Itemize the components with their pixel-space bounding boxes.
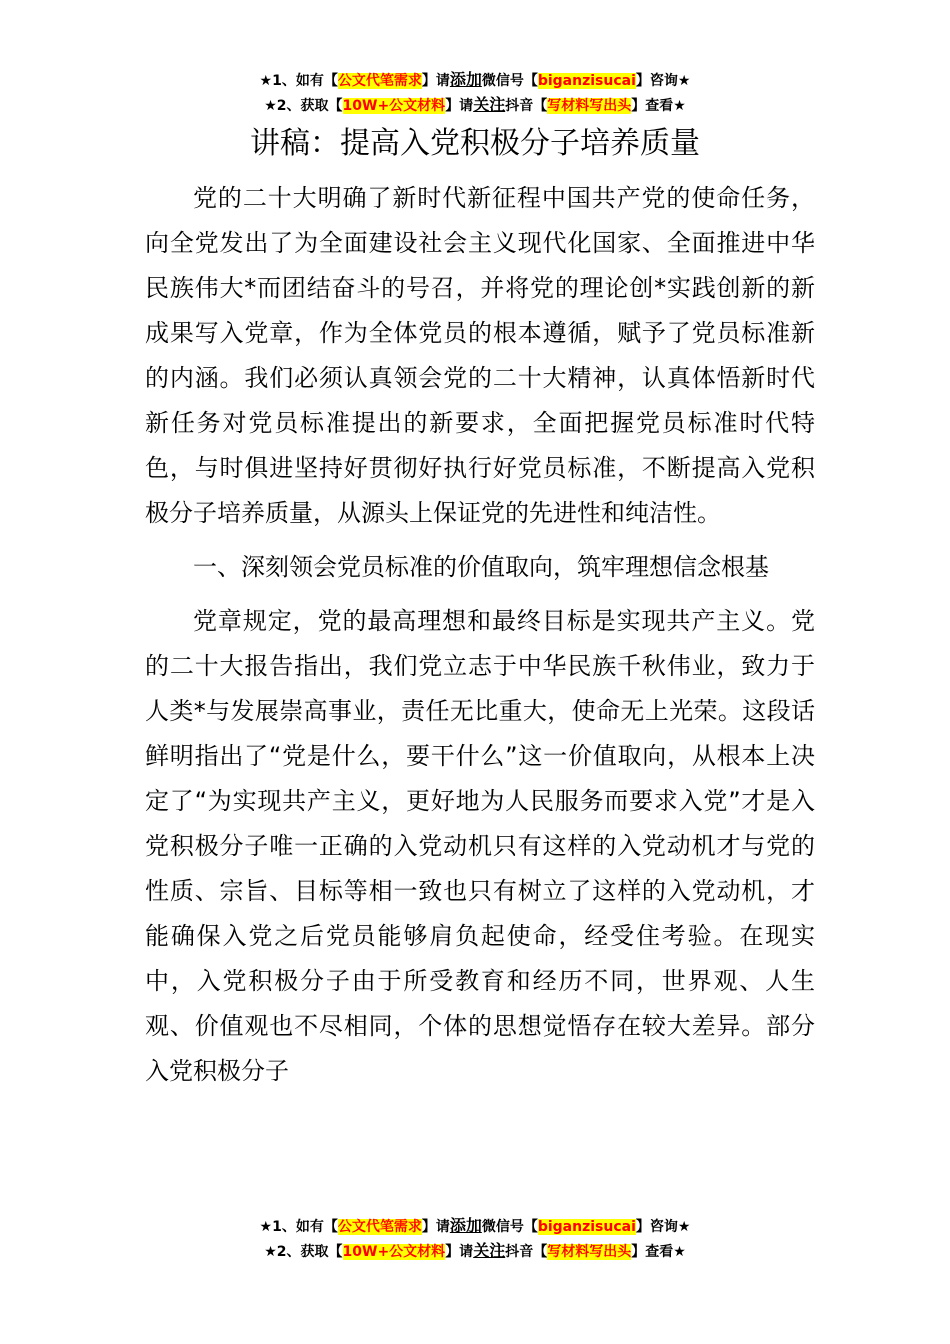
banner-highlight: 写材料写出头 bbox=[547, 98, 632, 114]
banner-text: ★2、获取【 bbox=[264, 1244, 343, 1260]
banner-text: ★1、如有【 bbox=[259, 1219, 338, 1235]
banner-text: 】查看★ bbox=[631, 1244, 686, 1260]
section-heading-1: 一、深刻领会党员标准的价值取向，筑牢理想信念根基 bbox=[193, 553, 769, 581]
banner-text: 微信号【 bbox=[481, 73, 538, 89]
banner-highlight: 10W+公文材料 bbox=[342, 98, 446, 114]
banner-highlight: 10W+公文材料 bbox=[342, 1244, 446, 1260]
banner-highlight: 公文代笔需求 bbox=[337, 1219, 422, 1235]
banner-text: 】请 bbox=[421, 1219, 450, 1235]
banner-emphasis: 添加 bbox=[449, 70, 482, 89]
banner-emphasis: 关注 bbox=[473, 1241, 506, 1260]
banner-text: ★1、如有【 bbox=[259, 73, 338, 89]
banner-highlight: biganzisucai bbox=[537, 1219, 636, 1235]
footer-banner bbox=[0, 1214, 950, 1264]
banner-text: 抖音【 bbox=[505, 1244, 548, 1260]
banner-text: 】请 bbox=[421, 73, 450, 89]
banner-text: 】咨询★ bbox=[635, 73, 691, 89]
banner-text: ★2、获取【 bbox=[264, 98, 343, 114]
banner-line-2 bbox=[0, 1239, 950, 1264]
banner-text: 】请 bbox=[445, 98, 474, 114]
banner-text: 】请 bbox=[445, 1244, 474, 1260]
banner-text: 】咨询★ bbox=[635, 1219, 691, 1235]
banner-line-2 bbox=[0, 93, 950, 118]
paragraph-section-1: 党章规定，党的最高理想和最终目标是实现共产主义。党的二十大报告指出，我们党立志于中华民族千秋伟业，致力于人类*与发展崇高事业，责任无比重大，使命无上光荣。这段话鲜明指出了“党是什么，要干什么”这一价值取向，从根本上决定了“为实现共产主义，更好地为人民服务而要求入党”才是入党积极分子唯一正确的入党动机只有这样的入党动机才与党的性质、宗旨、目标等相一致也只有树立了这样的入党动机，才能确保入党之后党员能够肩负起使命，经受住考验。在现实中，入党积极分子由于所受教育和经历不同，世界观、人生观、价值观也不尽相同，个体的思想觉悟存在较大差异。部分入党积极分子 bbox=[145, 607, 815, 1085]
document-body bbox=[145, 176, 815, 1094]
banner-text: 微信号【 bbox=[481, 1219, 538, 1235]
banner-emphasis: 关注 bbox=[473, 95, 506, 114]
header-banner bbox=[0, 68, 950, 118]
banner-highlight: 写材料写出头 bbox=[547, 1244, 632, 1260]
banner-line-1 bbox=[0, 68, 950, 93]
banner-text: 】查看★ bbox=[631, 98, 686, 114]
banner-highlight: biganzisucai bbox=[537, 73, 636, 89]
banner-emphasis: 添加 bbox=[449, 1216, 482, 1235]
banner-text: 抖音【 bbox=[505, 98, 548, 114]
paragraph-intro: 党的二十大明确了新时代新征程中国共产党的使命任务，向全党发出了为全面建设社会主义现代化国家、全面推进中华民族伟大*而团结奋斗的号召，并将党的理论创*实践创新的新成果写入党章，作为全体党员的根本遵循，赋予了党员标准新的内涵。我们必须认真领会党的二十大精神，认真体悟新时代新任务对党员标准提出的新要求，全面把握党员标准时代特色，与时俱进坚持好贯彻好执行好党员标准，不断提高入党积极分子培养质量，从源头上保证党的先进性和纯洁性。 bbox=[145, 184, 815, 527]
banner-highlight: 公文代笔需求 bbox=[337, 73, 422, 89]
document-title: 讲稿：提高入党积极分子培养质量 bbox=[250, 126, 700, 161]
banner-line-1 bbox=[0, 1214, 950, 1239]
